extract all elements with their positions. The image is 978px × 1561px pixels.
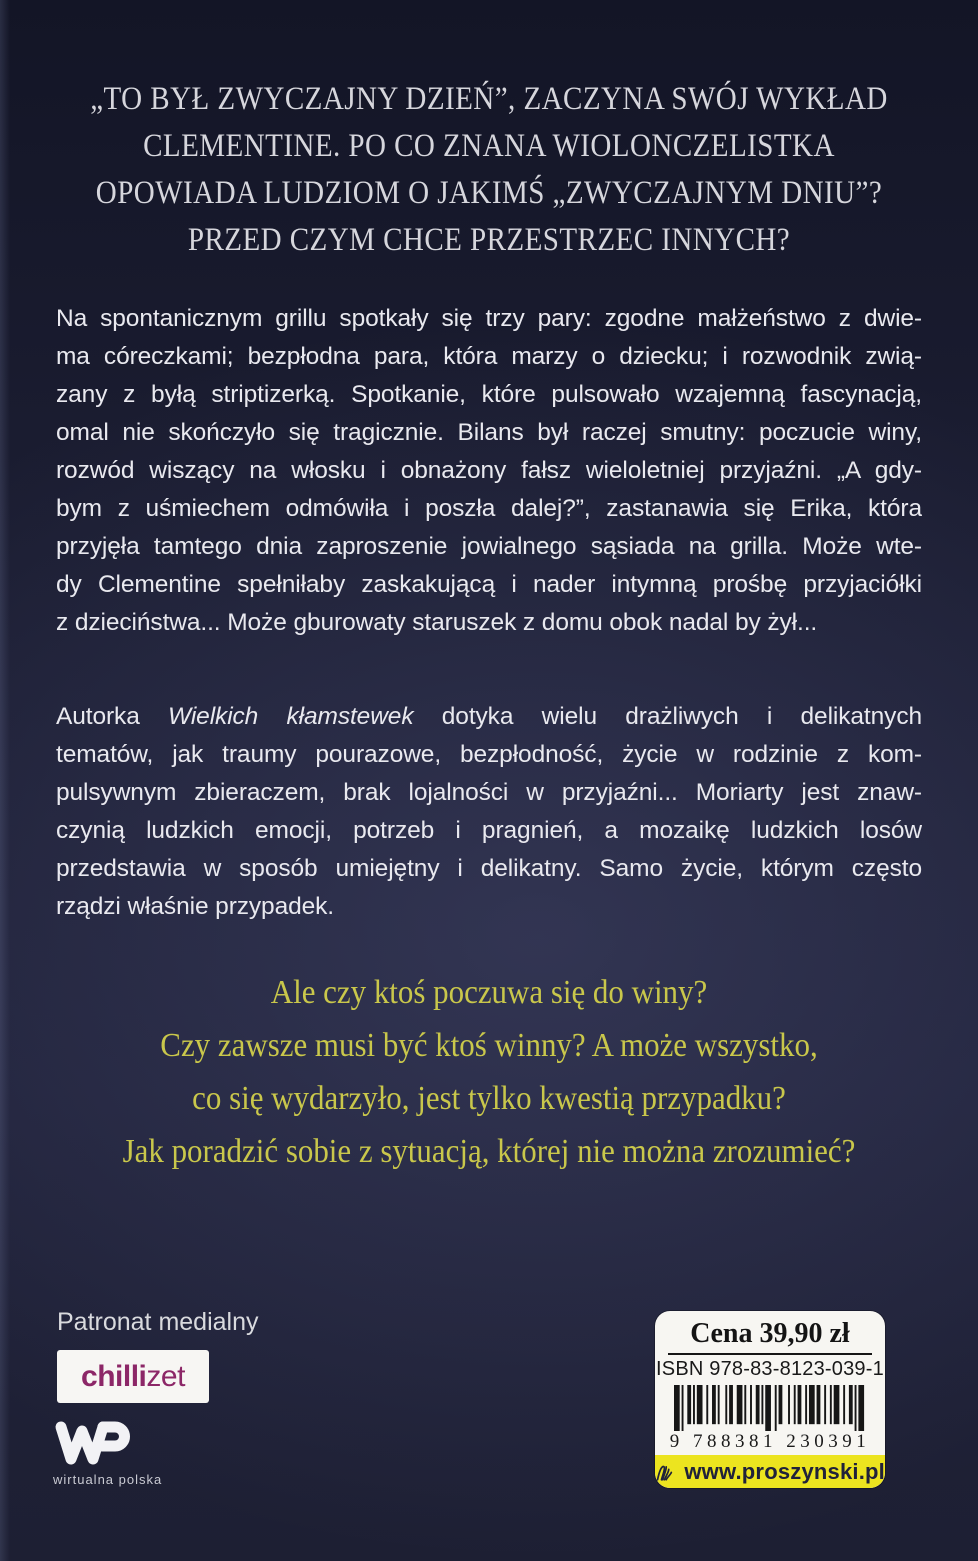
headline-line: OPOWIADA LUDZIOM O JAKIMŚ „ZWYCZAJNYM DNIU”? (95, 175, 883, 211)
barcode-digits: 9 788381 230391 (669, 1431, 871, 1452)
patronage-label: Patronat medialny (57, 1308, 259, 1336)
synopsis-line: z dzieciństwa... Może gburowaty staruszek z domu obok nadal by żył... (56, 609, 818, 636)
synopsis-line: bym z uśmiechem odmówiła i poszła dalej?”, zastanawia się Erika, która (56, 495, 922, 522)
price-isbn-box (655, 1311, 885, 1488)
author-note-line: pulsywnym zbieraczem, brak lojalności w przyjaźni... Moriarty jest znaw- (56, 779, 922, 806)
proszynski-logo-icon (655, 1459, 677, 1485)
author-note-line: tematów, jak traumy pourazowe, bezpłodność, życie w rodzinie z kom- (56, 741, 922, 768)
headline-line: PRZED CZYM CHCE PRZESTRZEC INNYCH? (187, 222, 791, 258)
questions-block (0, 966, 978, 1178)
headline-line: CLEMENTINE. PO CO ZNANA WIOLONCZELISTKA (143, 128, 835, 164)
question-line: Ale czy ktoś poczuwa się do winy? (270, 974, 708, 1011)
wirtualna-polska-logo (53, 1418, 223, 1487)
divider (668, 1353, 872, 1355)
publisher-website: www.proszynski.pl (684, 1458, 885, 1484)
synopsis-line: przyjęła tamtego dnia zaproszenie jowialnego sąsiada na grilla. Może wte- (56, 533, 922, 560)
chillizet-bold-part: chilli (81, 1359, 147, 1393)
book-title-italic: Wielkich kłamstewek (139, 703, 414, 730)
synopsis-line: Na spontanicznym grillu spotkały się trzy pary: zgodne małżeństwo z dwie- (56, 305, 922, 332)
synopsis-line: rozwód wiszący na włosku i obnażony fałsz wieloletniej przyjaźni. „A gdy- (56, 457, 922, 484)
chillizet-logo (57, 1350, 209, 1403)
author-note-line: rządzi właśnie przypadek. (56, 893, 335, 920)
synopsis-line: ma córeczkami; bezpłodna para, która marzy o dziecku; i rozwodnik zwią- (56, 343, 922, 370)
synopsis-paragraph (56, 300, 922, 642)
question-line: co się wydarzyło, jest tylko kwestią przypadku? (192, 1080, 786, 1117)
question-line: Czy zawsze musi być ktoś winny? A może wszystko, (160, 1027, 818, 1064)
barcode (674, 1385, 866, 1431)
publisher-strip (655, 1455, 885, 1488)
headline-line: „TO BYŁ ZWYCZAJNY DZIEŃ”, ZACZYNA SWÓJ WYKŁAD (90, 81, 888, 117)
synopsis-line: zany z byłą striptizerką. Spotkanie, które pulsowało wzajemną fascynacją, (56, 381, 922, 408)
wp-caption: wirtualna polska (53, 1472, 163, 1487)
author-note-line (56, 698, 922, 736)
chillizet-light-part: zet (146, 1359, 185, 1393)
synopsis-line: omal nie skończyło się tragicznie. Bilans był raczej smutny: poczucie winy, (56, 419, 922, 446)
question-line: Jak poradzić sobie z sytuacją, której nie można zrozumieć? (122, 1133, 856, 1170)
author-note-line: przedstawia w sposób umiejętny i delikatny. Samo życie, którym często (56, 855, 922, 882)
synopsis-line: dy Clementine spełniłaby zaskakującą i nader intymną prośbę przyjaciółki (56, 571, 922, 598)
author-note-paragraph (56, 698, 922, 926)
headline-block (0, 76, 978, 264)
author-note-text: dotyka wielu drażliwych i delikatnych (413, 703, 922, 730)
price-label: Cena 39,90 zł (690, 1318, 850, 1349)
author-note-line: czynią ludzkich emocji, potrzeb i pragnień, a mozaikę ludzkich losów (56, 817, 922, 844)
author-note-text: Autorka (56, 703, 140, 730)
chillizet-logo-text (81, 1359, 185, 1393)
wp-logo-icon (53, 1418, 135, 1468)
isbn-label: ISBN 978-83-8123-039-1 (656, 1358, 884, 1380)
